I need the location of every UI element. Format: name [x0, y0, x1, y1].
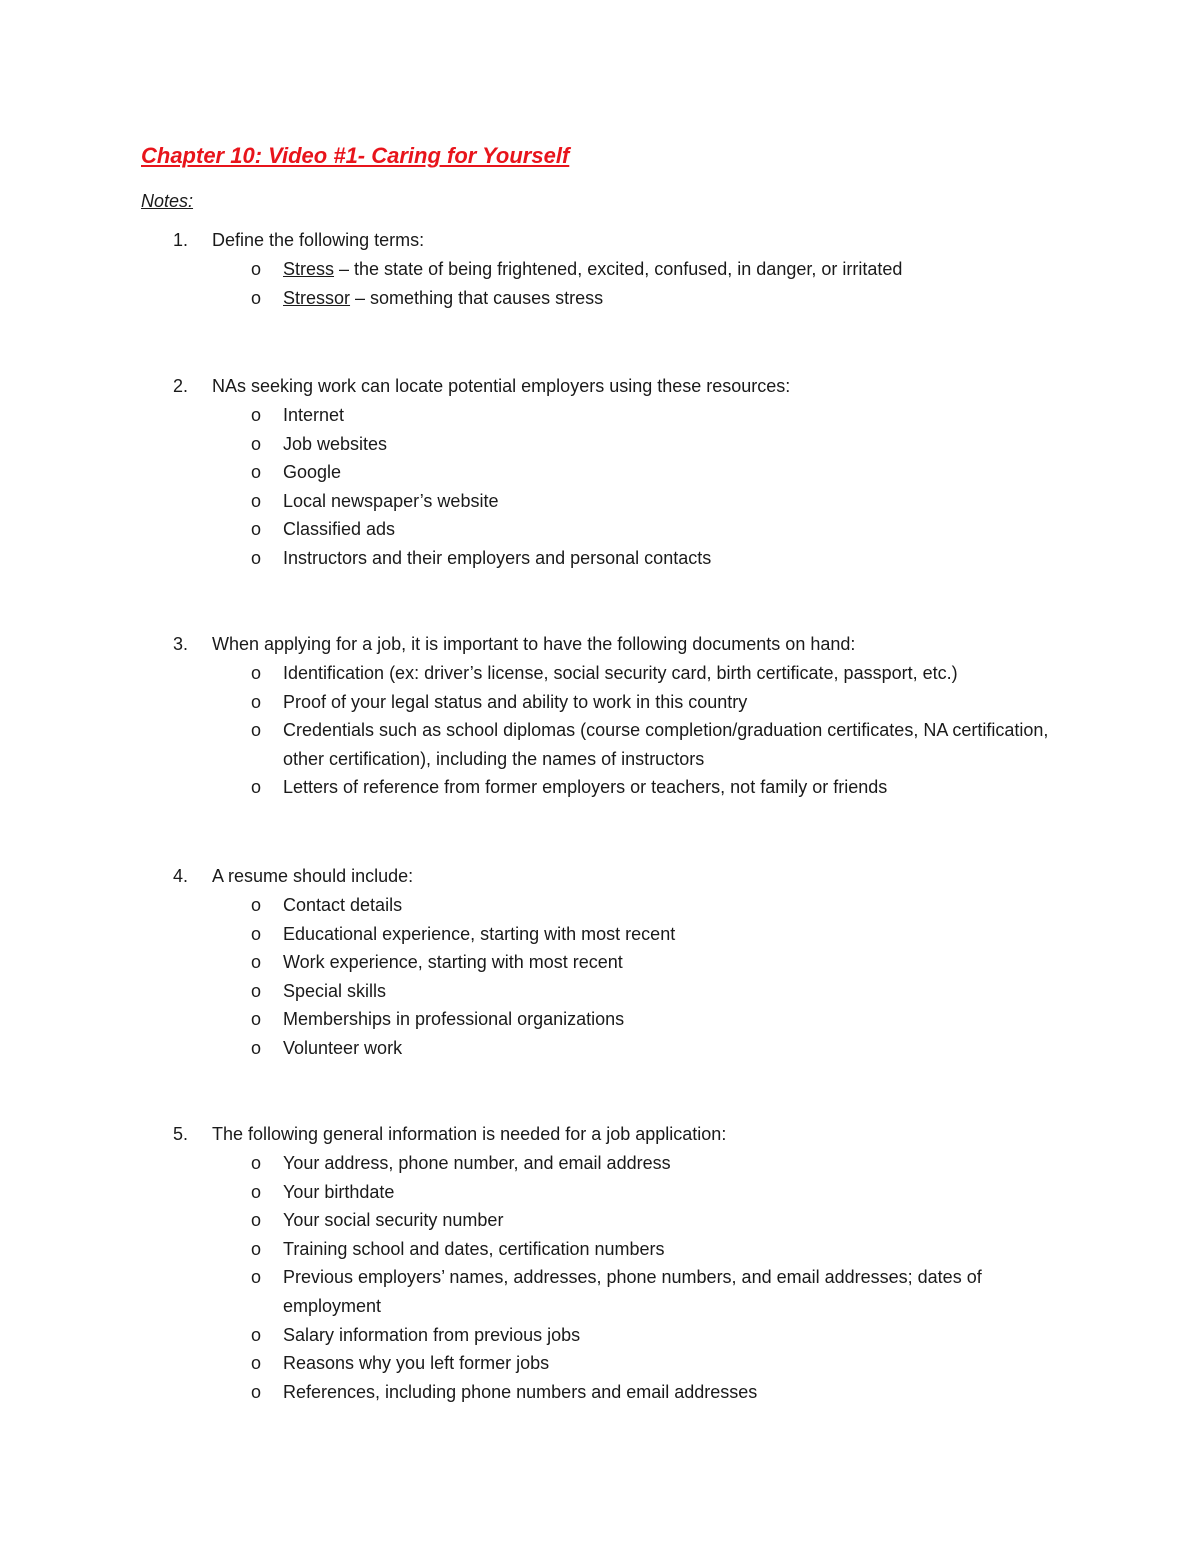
- list-item: [0, 773, 1200, 802]
- list-item-text: Google: [283, 462, 342, 483]
- question-number: 1.: [173, 230, 189, 250]
- list-item-text: Salary information from previous jobs: [283, 1324, 581, 1345]
- term-definition: – something that causes stress: [350, 287, 604, 308]
- list-item: [0, 458, 1200, 487]
- bullet-icon: o: [251, 490, 262, 511]
- list-item: [0, 891, 1200, 920]
- list-item: [0, 544, 1200, 573]
- question-line: [0, 630, 1200, 659]
- bullet-icon: o: [251, 287, 262, 308]
- page-title: Chapter 10: Video #1- Caring for Yourself: [141, 143, 570, 168]
- term-stressor: Stressor: [283, 287, 351, 308]
- term-stress: Stress: [283, 259, 335, 279]
- list-item-text: Your address, phone number, and email address: [283, 1153, 671, 1173]
- list-item: [0, 401, 1200, 430]
- bullet-icon: o: [251, 980, 262, 1001]
- bullet-icon: o: [251, 1324, 262, 1345]
- list-item-text: Educational experience, starting with most recent: [283, 923, 676, 944]
- notes-label: Notes:: [141, 191, 194, 211]
- bullet-icon: o: [251, 1037, 262, 1058]
- list-item-text: Your social security number: [283, 1210, 504, 1231]
- list-item-text: Identification (ex: driver’s license, social security card, birth certificate, passport, etc.): [283, 663, 958, 683]
- list-item-text: References, including phone numbers and email addresses: [283, 1381, 758, 1402]
- list-item-text: Classified ads: [283, 519, 396, 540]
- bullet-icon: o: [251, 923, 262, 944]
- list-item-text: Training school and dates, certification numbers: [283, 1238, 665, 1259]
- list-item-text: Previous employers’ names, addresses, phone numbers, and email addresses; dates of employment: [283, 1267, 982, 1316]
- question-text: A resume should include:: [212, 866, 414, 886]
- list-item: [0, 1321, 1200, 1350]
- list-item: [0, 487, 1200, 516]
- list-item: [0, 1378, 1200, 1407]
- list-item-text: Special skills: [283, 980, 387, 1001]
- question-3: [0, 630, 1200, 802]
- question-number: 3.: [173, 634, 189, 654]
- list-item: [0, 1034, 1200, 1063]
- list-item: [0, 1206, 1200, 1235]
- question-5: [0, 1120, 1200, 1406]
- list-item: [0, 920, 1200, 949]
- term-definition: – the state of being frightened, excited, confused, in danger, or irritated: [334, 259, 903, 279]
- list-item-text: Instructors and their employers and personal contacts: [283, 547, 712, 568]
- list-item-text: Proof of your legal status and ability to work in this country: [283, 691, 748, 712]
- bullet-icon: o: [251, 259, 262, 279]
- question-text: When applying for a job, it is important to have the following documents on hand:: [212, 634, 856, 654]
- question-text: Define the following terms:: [212, 230, 425, 250]
- bullet-icon: o: [251, 1009, 262, 1030]
- bullet-icon: o: [251, 405, 262, 425]
- list-item-text: Your birthdate: [283, 1181, 395, 1202]
- bullet-icon: o: [251, 519, 262, 540]
- bullet-icon: o: [251, 1238, 262, 1259]
- bullet-icon: o: [251, 777, 262, 798]
- question-number: 2.: [173, 376, 189, 396]
- list-item-text: Internet: [283, 405, 345, 425]
- bullet-icon: o: [251, 1153, 262, 1173]
- bullet-icon: o: [251, 895, 262, 915]
- list-item: [0, 515, 1200, 544]
- bullet-icon: o: [251, 1267, 262, 1288]
- list-item-text: Credentials such as school diplomas (course completion/graduation certificates, NA certification, other certification), including the names of instructors: [283, 720, 1049, 769]
- question-2: [0, 372, 1200, 573]
- question-number: 5.: [173, 1124, 189, 1144]
- bullet-icon: o: [251, 433, 262, 454]
- bullet-icon: o: [251, 1210, 262, 1231]
- list-item-text: Work experience, starting with most recent: [283, 952, 623, 973]
- bullet-icon: o: [251, 952, 262, 973]
- list-item-text: Reasons why you left former jobs: [283, 1353, 550, 1374]
- bullet-icon: o: [251, 1181, 262, 1202]
- list-item: [0, 1235, 1200, 1264]
- question-line: [0, 226, 1200, 255]
- list-item: [0, 430, 1200, 459]
- question-line: [0, 1120, 1200, 1149]
- bullet-icon: o: [251, 720, 262, 741]
- bullet-icon: o: [251, 1381, 262, 1402]
- question-line: [0, 372, 1200, 401]
- list-item-text: Job websites: [283, 433, 388, 454]
- question-text: NAs seeking work can locate potential employers using these resources:: [212, 376, 791, 396]
- list-item: [0, 1005, 1200, 1034]
- list-item-text: Volunteer work: [283, 1037, 403, 1058]
- list-item: [0, 659, 1200, 688]
- list-item-text: Memberships in professional organizations: [283, 1009, 625, 1030]
- list-item: [0, 716, 1200, 773]
- question-number: 4.: [173, 866, 189, 886]
- list-item: [0, 1263, 1200, 1320]
- bullet-icon: o: [251, 462, 262, 483]
- list-item: [0, 948, 1200, 977]
- question-1: [0, 226, 1200, 312]
- list-item: [0, 284, 1200, 313]
- bullet-icon: o: [251, 663, 262, 683]
- question-text: The following general information is needed for a job application:: [212, 1124, 727, 1144]
- list-item: [0, 1349, 1200, 1378]
- question-line: [0, 862, 1200, 891]
- list-item: [0, 977, 1200, 1006]
- list-item: [0, 688, 1200, 717]
- question-4: [0, 862, 1200, 1063]
- list-item-text: Local newspaper’s website: [283, 490, 499, 511]
- list-item: [0, 1149, 1200, 1178]
- list-item: [0, 255, 1200, 284]
- list-item: [0, 1178, 1200, 1207]
- list-item-text: Contact details: [283, 895, 403, 915]
- list-item-text: Letters of reference from former employers or teachers, not family or friends: [283, 777, 888, 798]
- bullet-icon: o: [251, 691, 262, 712]
- bullet-icon: o: [251, 547, 262, 568]
- bullet-icon: o: [251, 1353, 262, 1374]
